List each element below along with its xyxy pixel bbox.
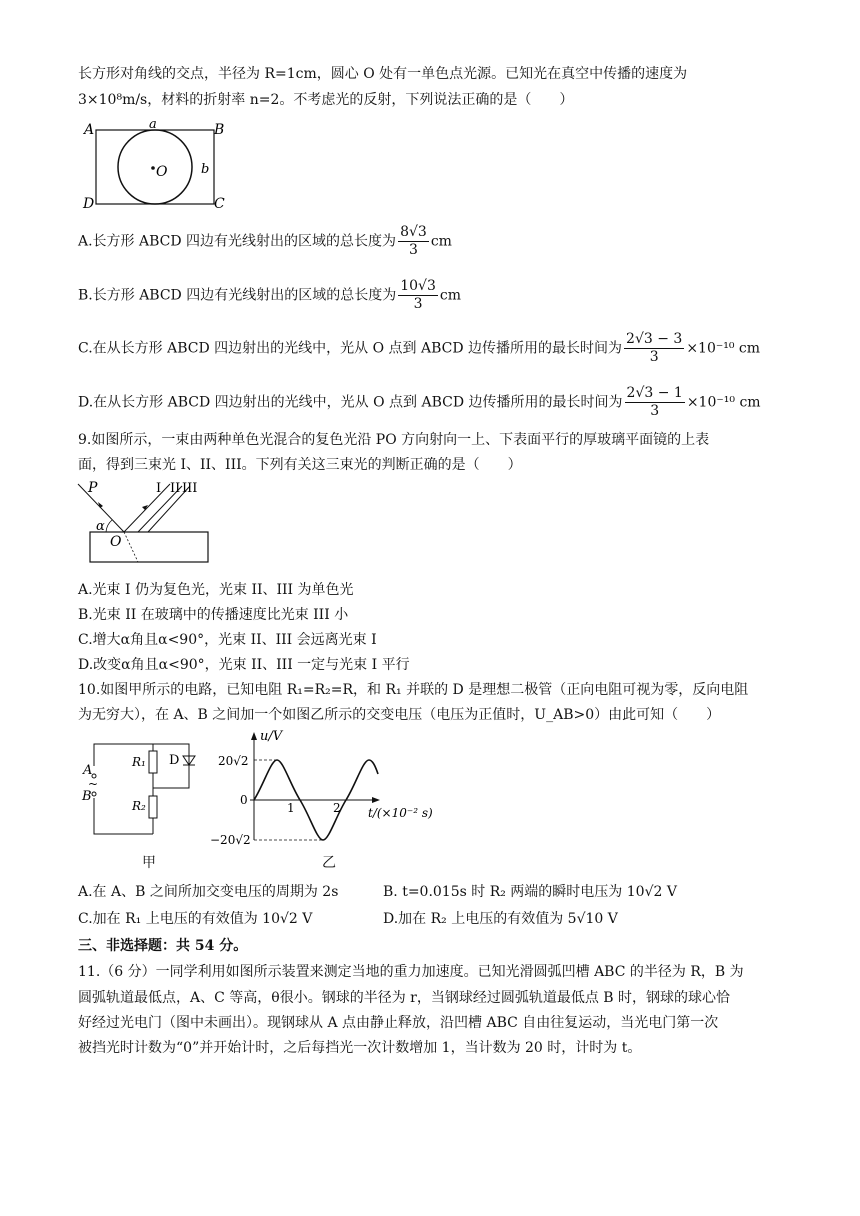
q11-line4: 被挡光时计数为“0”并开始计时，之后每挡光一次计数增加 1，当计数为 20 时，计时为 t。 — [78, 1040, 642, 1056]
q9-label-p: P — [88, 480, 98, 496]
q10-graph-x-axis-label: t/(×10⁻² s) — [368, 806, 433, 820]
q8-label-a-corner: A — [84, 122, 95, 138]
q10-stem-line1: 10.如图甲所示的电路，已知电阻 R₁=R₂=R，和 R₁ 并联的 D 是理想二极管（正向电阻可视为零，反向电阻 — [78, 682, 749, 698]
q10-circuit-label-d: D — [169, 753, 180, 768]
q10-option-b[interactable]: B. t=0.015s 时 R₂ 两端的瞬时电压为 10√2 V — [383, 884, 677, 900]
q8-label-o: O — [156, 164, 168, 180]
q8-stem-line1: 长方形对角线的交点，半径为 R=1cm，圆心 O 处有一单色点光源。已知光在真空中传播的速度为 — [78, 66, 688, 82]
q10-circuit-label-r1: R₁ — [132, 755, 146, 769]
q8-option-c-unit: ×10⁻¹⁰ cm — [686, 340, 761, 357]
q10-stem-line2: 为无穷大），在 A、B 之间加一个如图乙所示的交变电压（电压为正值时，U_AB>0）由此可知（ ） — [78, 707, 721, 723]
q10-option-d[interactable]: D.加在 R₂ 上电压的有效值为 5√10 V — [383, 911, 618, 927]
q8-label-c-corner: C — [214, 196, 225, 212]
q8-option-a[interactable] — [78, 224, 452, 259]
q8-label-d-corner: D — [83, 196, 95, 212]
q10-graph-tick-2: 2 — [333, 801, 341, 815]
q9-stem-line1: 9.如图所示，一束由两种单色光混合的复色光沿 PO 方向射向一上、下表面平行的厚玻璃平面镜的上表 — [78, 432, 710, 448]
q8-option-a-unit: cm — [430, 233, 452, 250]
q8-option-c[interactable] — [78, 331, 760, 366]
q10-caption-jia: 甲 — [142, 855, 156, 871]
q8-option-d[interactable] — [78, 385, 761, 420]
q10-circuit-label-r2: R₂ — [132, 799, 146, 813]
q11-line1: 11.（6 分）一同学利用如图所示装置来测定当地的重力加速度。已知光滑圆弧凹槽 ABC 的半径为 R，B 为 — [78, 964, 744, 980]
q8-option-a-text: A.长方形 ABCD 四边有光线射出的区域的总长度为 — [78, 233, 397, 250]
q10-graph-neg-peak-label: −20√2 — [210, 833, 251, 846]
q9-label-beam-i: I — [156, 481, 162, 496]
q10-circuit-figure — [80, 736, 210, 840]
q8-label-b-side: b — [201, 162, 210, 177]
q10-circuit-label-a: A — [83, 763, 93, 778]
section-3-heading: 三、非选择题：共 54 分。 — [78, 938, 248, 954]
q9-option-d[interactable]: D.改变α角且α<90°，光束 II、III 一定与光束 I 平行 — [78, 657, 410, 673]
q9-option-a[interactable]: A.光束 I 仍为复色光，光束 II、III 为单色光 — [78, 582, 354, 598]
q11-line3: 好经过光电门（图中未画出）。现钢球从 A 点由静止释放，沿凹槽 ABC 自由往复运动，当光电门第一次 — [78, 1015, 719, 1031]
q8-option-b-text: B.长方形 ABCD 四边有光线射出的区域的总长度为 — [78, 287, 397, 304]
q8-option-c-fraction: $\frac{2√3 - 3}{3}$ — [626, 331, 683, 365]
q9-stem-line2: 面，得到三束光 I、II、III。下列有关这三束光的判断正确的是（ ） — [78, 457, 522, 473]
q8-option-b-unit: cm — [439, 287, 462, 304]
q9-label-beam-iii: III — [182, 481, 198, 496]
q8-label-b-corner: B — [214, 122, 225, 138]
q10-graph-tick-1: 1 — [287, 801, 295, 815]
q10-circuit-label-b: B — [82, 789, 92, 804]
q10-graph-y-axis-label: u/V — [260, 729, 283, 744]
q11-line2: 圆弧轨道最低点，A、C 等高，θ很小。钢球的半径为 r，当钢球经过圆弧轨道最低点 B 时，钢球的球心恰 — [78, 990, 731, 1006]
q9-label-beam-ii: II — [170, 481, 181, 496]
q9-glass-figure — [76, 480, 226, 566]
q9-label-alpha: α — [96, 519, 105, 534]
q8-option-b[interactable] — [78, 278, 461, 313]
q10-graph-origin-label: 0 — [240, 793, 248, 807]
q8-rectangle-figure — [80, 118, 240, 212]
q8-option-d-unit: ×10⁻¹⁰ cm — [686, 394, 761, 411]
q10-circuit-tilde: ~ — [88, 777, 99, 791]
q10-option-c[interactable]: C.加在 R₁ 上电压的有效值为 10√2 V — [78, 911, 313, 927]
q8-stem-line2: 3×10⁸m/s，材料的折射率 n=2。不考虑光的反射，下列说法正确的是（ ） — [78, 92, 574, 108]
q8-option-a-fraction: $\frac{8√3}{3}$ — [400, 224, 427, 258]
q9-label-o: O — [110, 534, 122, 550]
q10-option-a[interactable]: A.在 A、B 之间所加交变电压的周期为 2s — [78, 884, 339, 900]
q10-graph-pos-peak-label: 20√2 — [218, 754, 249, 768]
q8-option-c-text: C.在从长方形 ABCD 四边射出的光线中，光从 O 点到 ABCD 边传播所用的最长时间为 — [78, 340, 623, 357]
q8-option-d-fraction: $\frac{2√3 - 1}{3}$ — [626, 385, 683, 419]
q8-option-b-fraction: $\frac{10√3}{3}$ — [400, 278, 436, 312]
q10-caption-yi: 乙 — [322, 855, 336, 871]
q9-option-b[interactable]: B.光束 II 在玻璃中的传播速度比光束 III 小 — [78, 607, 349, 623]
q10-voltage-graph — [210, 728, 440, 846]
q8-label-a-side: a — [149, 118, 157, 132]
q9-option-c[interactable]: C.增大α角且α<90°，光束 II、III 会远离光束 I — [78, 632, 377, 648]
q8-option-d-text: D.在从长方形 ABCD 四边射出的光线中，光从 O 点到 ABCD 边传播所用的最长时间为 — [78, 394, 623, 411]
